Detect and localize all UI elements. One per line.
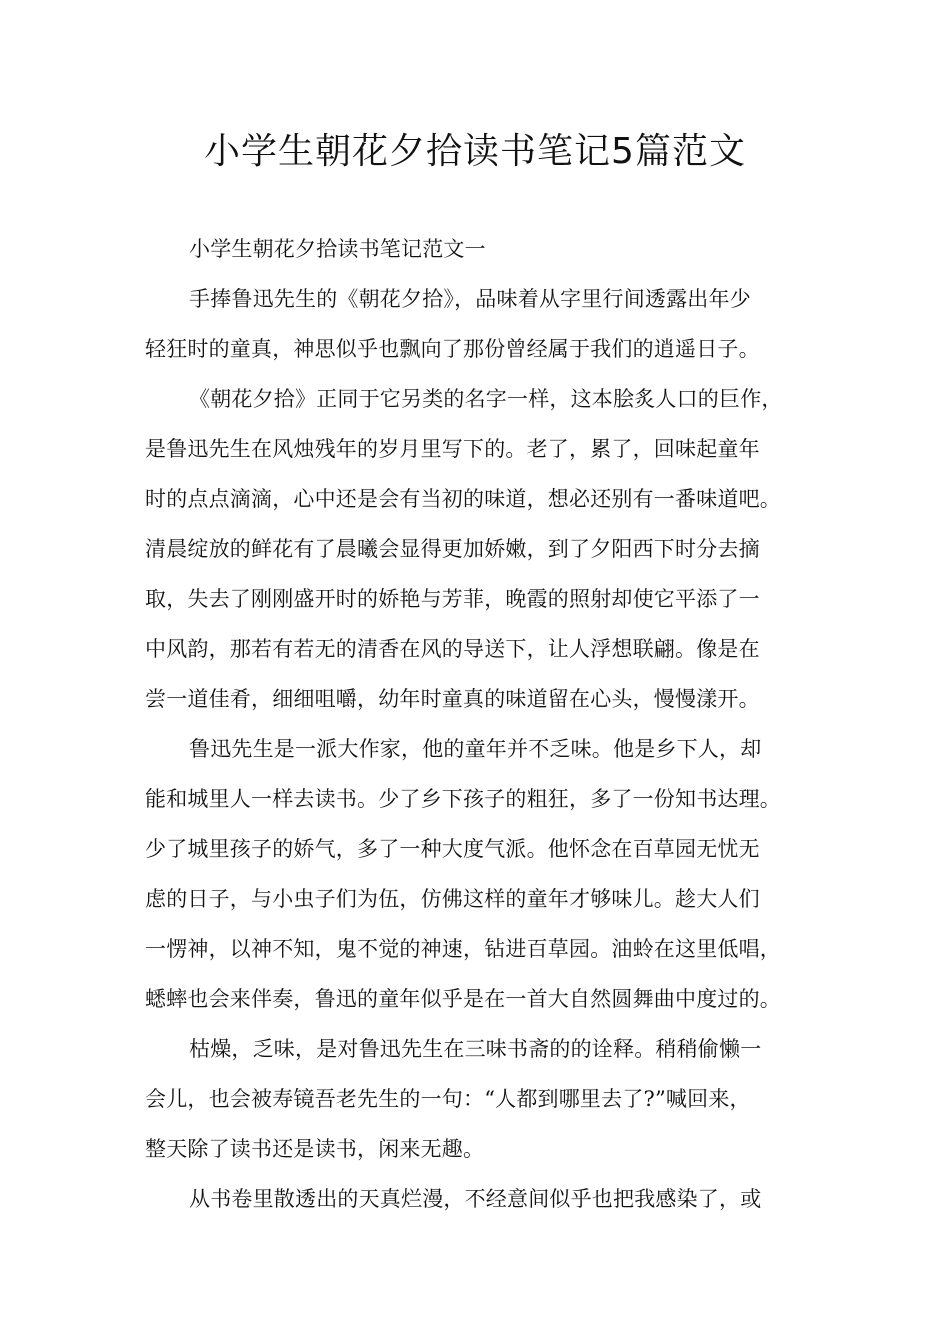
paragraph-line: 轻狂时的童真，神思似乎也飘向了那份曾经属于我们的逍遥日子。 [145,337,760,361]
paragraph-line: 清晨绽放的鲜花有了晨曦会显得更加娇嫩，到了夕阳西下时分去摘 [145,537,760,561]
paragraph-line: 能和城里人一样去读书。少了乡下孩子的粗狂，多了一份知书达理。 [145,787,781,811]
paragraph-line: 是鲁迅先生在风烛残年的岁月里写下的。老了，累了，回味起童年 [145,437,760,461]
paragraph-line: 虑的日子，与小虫子们为伍，仿佛这样的童年才够味儿。趁大人们 [145,887,760,911]
paragraph-line: 尝一道佳肴，细细咀嚼，幼年时童真的味道留在心头，慢慢漾开。 [145,687,760,711]
paragraph-line: 从书卷里散透出的天真烂漫，不经意间似乎也把我感染了，或 [189,1187,762,1211]
paragraph-line: 会儿，也会被寿镜吾老先生的一句：“人都到哪里去了?”喊回来， [145,1087,751,1111]
paragraph-line: 中风韵，那若有若无的清香在风的导送下，让人浮想联翩。像是在 [145,637,760,661]
paragraph-line: 一愣神，以神不知，鬼不觉的神速，钻进百草园。油蛉在这里低唱， [145,937,781,961]
paragraph-line: 《朝花夕拾》正同于它另类的名字一样，这本脍炙人口的巨作， [189,387,783,411]
paragraph-line: 手捧鲁迅先生的《朝花夕拾》，品味着从字里行间透露出年少 [189,287,751,311]
document-title: 小学生朝花夕拾读书笔记5篇范文 [204,131,746,172]
document-body [145,224,821,1224]
paragraph-line: 取，失去了刚刚盛开时的娇艳与芳菲，晚霞的照射却使它平添了一 [145,587,760,611]
paragraph-line: 少了城里孩子的娇气，多了一种大度气派。他怀念在百草园无忧无 [145,837,760,861]
paragraph-line: 时的点点滴滴，心中还是会有当初的味道，想必还别有一番味道吧。 [145,487,781,511]
paragraph-line: 蟋蟀也会来伴奏，鲁迅的童年似乎是在一首大自然圆舞曲中度过的。 [145,987,781,1011]
paragraph-line: 整天除了读书还是读书，闲来无趣。 [145,1137,485,1161]
section-heading: 小学生朝花夕拾读书笔记范文一 [189,237,486,261]
paragraph-line: 枯燥，乏味，是对鲁迅先生在三味书斋的的诠释。稍稍偷懒一 [189,1037,762,1061]
paragraph-line: 鲁迅先生是一派大作家，他的童年并不乏味。他是乡下人，却 [189,737,762,761]
